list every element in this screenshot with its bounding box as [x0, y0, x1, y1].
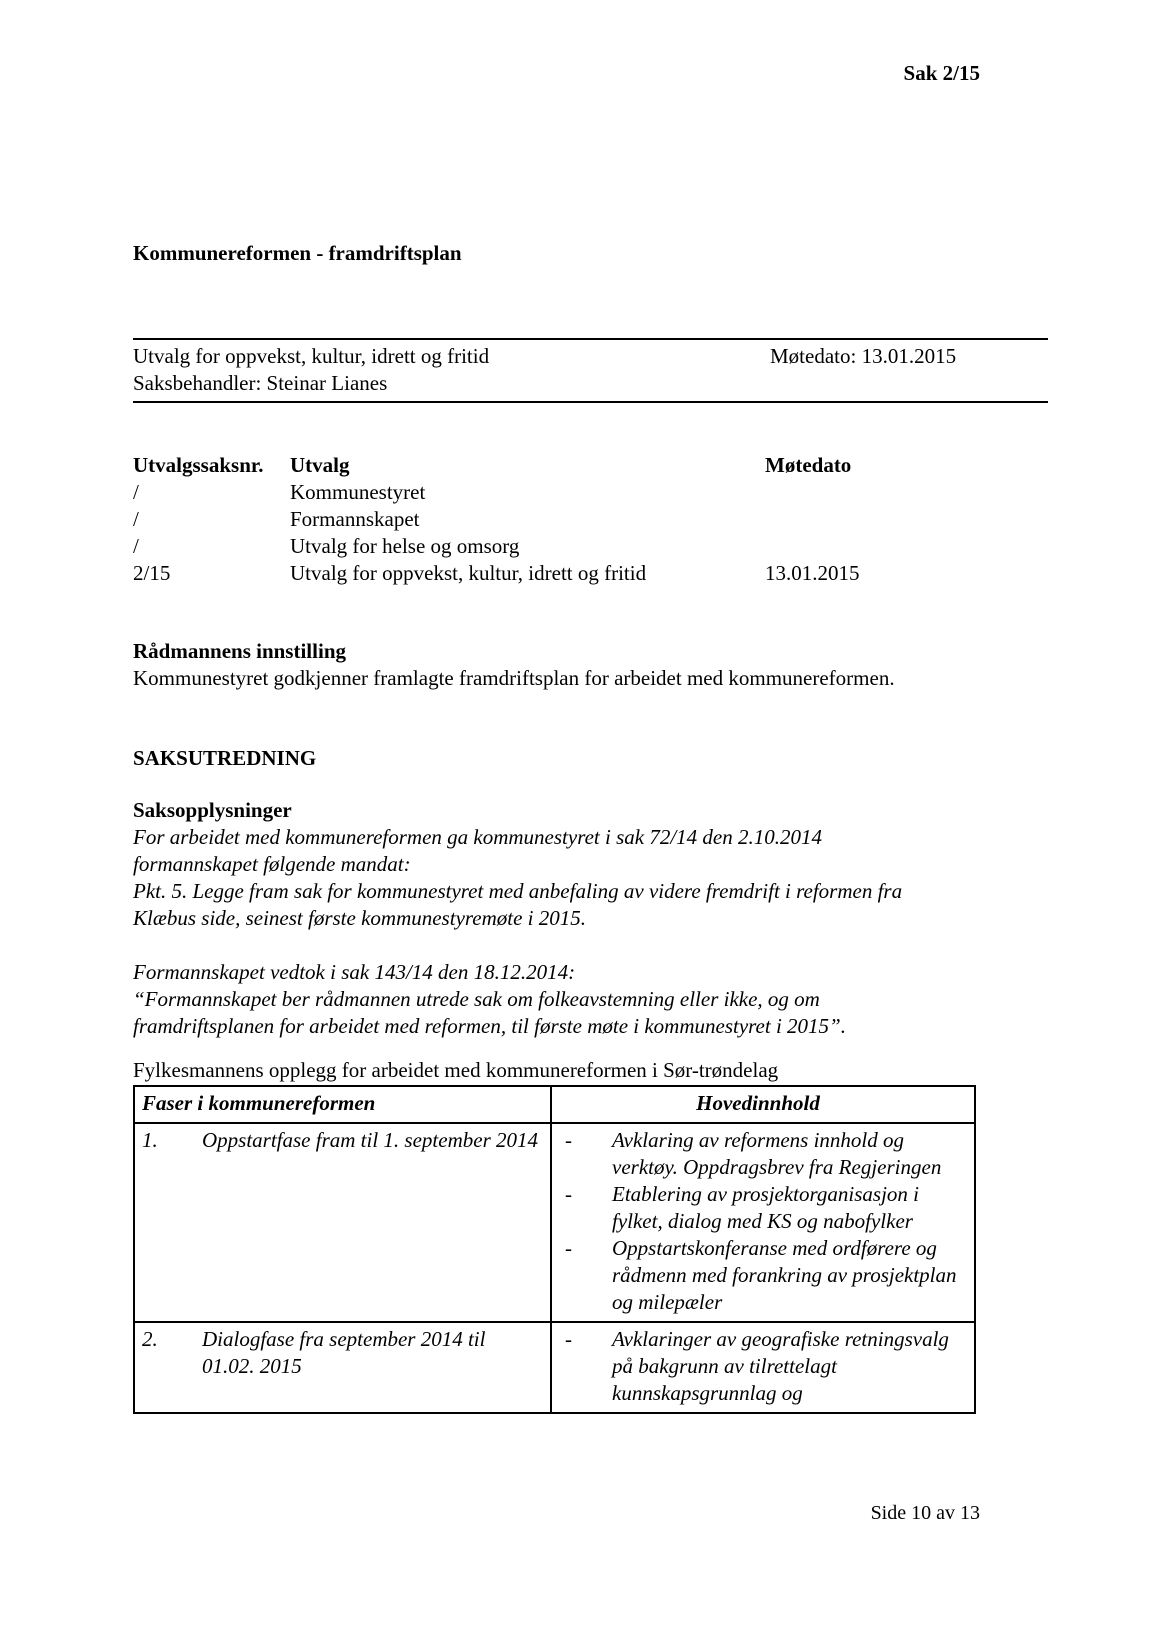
phase-item-text: Avklaringer av geografiske retningsvalg på bakgrunn av tilrettelagt kunnskapsgrunnlag og [612, 1327, 949, 1405]
phase-number: 1. [142, 1128, 158, 1152]
dash-bullet: - [565, 1327, 572, 1351]
cell-dato [765, 479, 1048, 506]
committee-row [133, 560, 1048, 587]
phase-item [552, 1235, 964, 1316]
innstilling-heading: Rådmannens innstilling [133, 639, 346, 663]
meeting-date: Møtedato: 13.01.2015 [770, 344, 957, 368]
phase-number: 2. [142, 1327, 158, 1351]
phases-col-header-hovedinnhold: Hovedinnhold [696, 1091, 820, 1115]
committee-row [133, 506, 1048, 533]
saksutredning-heading: SAKSUTREDNING [133, 746, 317, 770]
cell-dato [765, 506, 1048, 533]
phases-table-header-row [135, 1087, 974, 1124]
dash-bullet: - [565, 1128, 572, 1152]
paragraph-vedtak-intro: Formannskapet vedtok i sak 143/14 den 18.12.2014: [133, 960, 576, 984]
dash-bullet: - [565, 1182, 572, 1206]
paragraph-mandate-intro: For arbeidet med kommunereformen ga kommunestyret i sak 72/14 den 2.10.2014 formannskapet følgende mandat: [133, 825, 822, 876]
phases-col-header-faser: Faser i kommunereformen [135, 1087, 552, 1122]
phase-cell-content [552, 1124, 974, 1321]
paragraph-mandate-pkt5: Pkt. 5. Legge fram sak for kommunestyret med anbefaling av videre fremdrift i reformen fra Klæbus side, seinest første kommunestyremøte i 2015. [133, 879, 903, 930]
cell-saksnr: / [133, 507, 139, 531]
phases-table-intro: Fylkesmannens opplegg for arbeidet med kommunereformen i Sør-trøndelag [133, 1058, 779, 1082]
cell-saksnr: / [133, 480, 139, 504]
cell-dato [765, 533, 1048, 560]
cell-saksnr: 2/15 [133, 561, 171, 585]
header-row-committee [133, 343, 1048, 370]
innstilling-body: Kommunestyret godkjenner framlagte framdriftsplan for arbeidet med kommunereformen. [133, 666, 895, 690]
phase-item [552, 1127, 964, 1181]
paragraph-vedtak-quote: “Formannskapet ber rådmannen utrede sak om folkeavstemning eller ikke, og om framdriftsplanen for arbeidet med reformen, til første møte i kommunestyret i 2015”. [133, 987, 846, 1038]
saksopplysninger-heading: Saksopplysninger [133, 798, 292, 822]
phase-item-text: Oppstartskonferanse med ordførere og rådmenn med forankring av prosjektplan og milepæler [612, 1236, 957, 1314]
committee-table-header [133, 452, 1048, 479]
page-footer: Side 10 av 13 [870, 1502, 980, 1524]
committee-name: Utvalg for oppvekst, kultur, idrett og fritid [133, 344, 490, 368]
phase-cell-title [135, 1124, 552, 1321]
phase-title [142, 1127, 542, 1154]
case-number: Sak 2/15 [903, 61, 980, 85]
case-officer: Saksbehandler: Steinar Lianes [133, 371, 388, 395]
document-title: Kommunereformen - framdriftsplan [133, 241, 462, 265]
phase-cell-content [552, 1323, 974, 1412]
committee-row [133, 479, 1048, 506]
col-header-utvalg: Utvalg [290, 453, 350, 477]
col-header-utvalgssaksnr: Utvalgssaksnr. [133, 453, 264, 477]
cell-saksnr: / [133, 534, 139, 558]
committee-row [133, 533, 1048, 560]
cell-utvalg: Utvalg for oppvekst, kultur, idrett og fritid [290, 561, 647, 585]
saksopplysninger-section [133, 797, 1048, 1040]
cell-utvalg: Formannskapet [290, 507, 420, 531]
col-header-motedato: Møtedato [765, 453, 852, 477]
cell-utvalg: Utvalg for helse og omsorg [290, 534, 520, 558]
committee-table [133, 452, 1048, 587]
cell-dato: 13.01.2015 [765, 561, 860, 585]
cell-utvalg: Kommunestyret [290, 480, 426, 504]
phase-item [552, 1181, 964, 1235]
phase-cell-title [135, 1323, 552, 1412]
phases-table [133, 1085, 976, 1414]
phase-item [552, 1326, 964, 1407]
phase-item-text: Avklaring av reformens innhold og verktøy. Oppdragsbrev fra Regjeringen [612, 1128, 942, 1179]
phase-title [142, 1326, 542, 1380]
phase-name: Oppstartfase fram til 1. september 2014 [202, 1128, 538, 1152]
dash-bullet: - [565, 1236, 572, 1260]
header-block [133, 338, 1048, 403]
innstilling-section [133, 638, 1048, 692]
phase-row-1 [135, 1124, 974, 1323]
phase-item-text: Etablering av prosjektorganisasjon i fylket, dialog med KS og nabofylker [612, 1182, 920, 1233]
phase-name: Dialogfase fra september 2014 til 01.02. 2015 [202, 1327, 486, 1378]
phase-row-2 [135, 1323, 974, 1412]
